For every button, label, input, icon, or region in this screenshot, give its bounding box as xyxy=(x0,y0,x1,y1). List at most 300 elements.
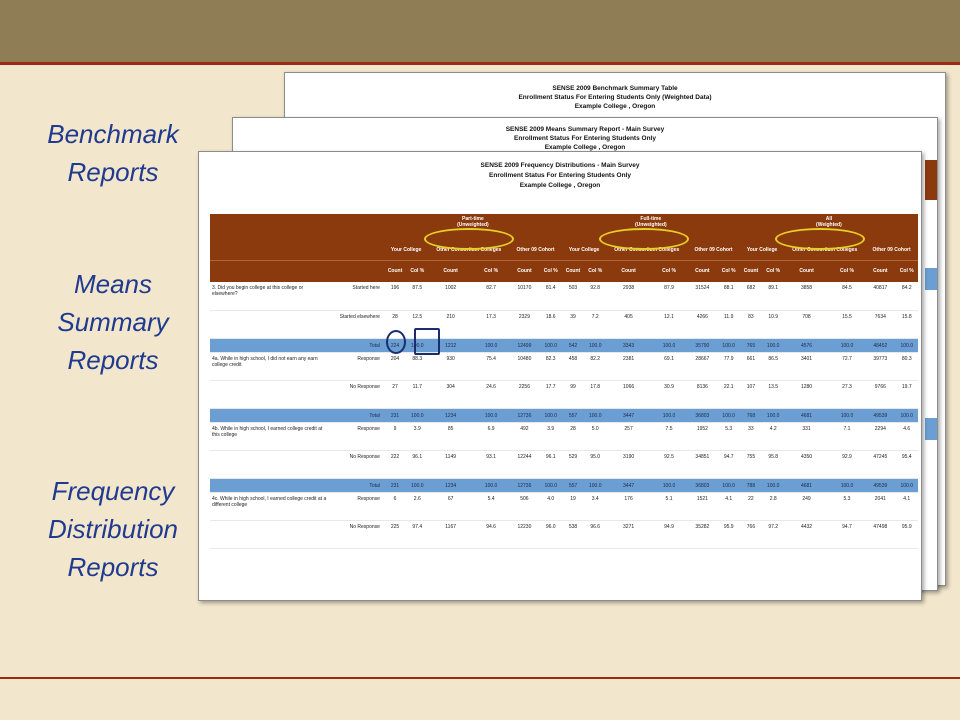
highlight-ring-full-time xyxy=(599,228,689,250)
question-cell: 4b. While in high school, I earned college credit at this college xyxy=(210,422,331,450)
count-cell: 36803 xyxy=(687,478,717,492)
count-cell: 755 xyxy=(740,450,762,478)
count-column-header: Count xyxy=(562,260,584,282)
count-cell: 503 xyxy=(562,282,584,310)
count-cell: 506 xyxy=(509,492,539,520)
sheet-subtitle: Enrollment Status For Entering Students Only xyxy=(489,172,631,179)
count-cell: 4681 xyxy=(784,408,828,422)
count-cell: 36803 xyxy=(687,408,717,422)
percent-cell: 82.3 xyxy=(540,352,562,380)
count-column-header: Count xyxy=(784,260,828,282)
count-cell: 538 xyxy=(562,520,584,548)
question-cell: 3. Did you begin college at this college or elsewhere? xyxy=(210,282,331,310)
count-cell: 12244 xyxy=(509,450,539,478)
group-name: Part-time xyxy=(462,216,484,222)
count-cell: 766 xyxy=(740,520,762,548)
percent-cell: 84.5 xyxy=(829,282,865,310)
count-cell: 249 xyxy=(784,492,828,520)
percent-cell: 11.7 xyxy=(406,380,428,408)
count-cell: 458 xyxy=(562,352,584,380)
count-cell: 8136 xyxy=(687,380,717,408)
percent-cell: 96.1 xyxy=(540,450,562,478)
count-cell: 107 xyxy=(740,380,762,408)
total-row xyxy=(210,408,918,422)
percent-cell: 93.1 xyxy=(473,450,509,478)
count-cell: 22 xyxy=(740,492,762,520)
percent-cell: 94.6 xyxy=(473,520,509,548)
percent-cell: 88.1 xyxy=(718,282,740,310)
count-cell: 47245 xyxy=(865,450,895,478)
count-cell: 2938 xyxy=(606,282,650,310)
subgroup-header: Other Consortium Colleges xyxy=(784,240,865,260)
label-line: Means xyxy=(73,269,153,299)
percent-cell: 100.0 xyxy=(718,338,740,352)
percent-column-header: Col % xyxy=(540,260,562,282)
count-cell: 3447 xyxy=(606,478,650,492)
count-column-header: Count xyxy=(509,260,539,282)
count-cell: 3343 xyxy=(606,338,650,352)
percent-cell: 5.1 xyxy=(651,492,687,520)
percent-cell: 96.6 xyxy=(584,520,606,548)
column-header-row xyxy=(210,260,918,282)
count-column-header: Count xyxy=(606,260,650,282)
row-label-cell: Started here xyxy=(331,282,384,310)
percent-cell: 96.1 xyxy=(406,450,428,478)
table-body xyxy=(210,282,918,548)
percent-cell: 100.0 xyxy=(762,478,784,492)
percent-cell: 100.0 xyxy=(651,338,687,352)
row-label-cell: Total xyxy=(331,338,384,352)
table-row xyxy=(210,282,918,310)
percent-column-header: Col % xyxy=(829,260,865,282)
count-cell: 331 xyxy=(784,422,828,450)
percent-cell: 82.2 xyxy=(584,352,606,380)
group-name: All xyxy=(825,216,833,222)
percent-cell: 5.3 xyxy=(718,422,740,450)
percent-cell: 5.0 xyxy=(584,422,606,450)
percent-cell: 100.0 xyxy=(896,478,919,492)
sheet-title: SENSE 2009 Frequency Distributions - Main Survey xyxy=(480,162,640,169)
count-cell: 34851 xyxy=(687,450,717,478)
percent-cell: 95.9 xyxy=(718,520,740,548)
percent-cell: 3.4 xyxy=(584,492,606,520)
percent-cell: 4.0 xyxy=(540,492,562,520)
percent-column-header: Col % xyxy=(584,260,606,282)
sheet-title: SENSE 2009 Means Summary Report - Main Survey xyxy=(505,126,665,133)
group-note: (Unweighted) xyxy=(457,222,489,228)
row-label-cell: Response xyxy=(331,492,384,520)
subgroup-header: Other Consortium Colleges xyxy=(428,240,509,260)
question-cell xyxy=(210,338,331,352)
count-cell: 9 xyxy=(384,422,406,450)
percent-cell: 69.1 xyxy=(651,352,687,380)
count-cell: 39773 xyxy=(865,352,895,380)
table-row xyxy=(210,380,918,408)
percent-cell: 92.8 xyxy=(584,282,606,310)
count-cell: 4432 xyxy=(784,520,828,548)
percent-cell: 100.0 xyxy=(829,338,865,352)
percent-column-header: Col % xyxy=(718,260,740,282)
count-cell: 3858 xyxy=(784,282,828,310)
highlight-ring-all xyxy=(775,228,865,250)
count-cell: 224 xyxy=(384,338,406,352)
count-cell: 176 xyxy=(606,492,650,520)
percent-cell: 100.0 xyxy=(829,478,865,492)
question-cell xyxy=(210,310,331,338)
sheet-header-strip xyxy=(925,160,937,200)
percent-cell: 2.6 xyxy=(406,492,428,520)
percent-cell: 100.0 xyxy=(406,478,428,492)
count-cell: 4266 xyxy=(687,310,717,338)
percent-cell: 95.8 xyxy=(762,450,784,478)
label-line: Benchmark xyxy=(47,119,179,149)
count-cell: 33 xyxy=(740,422,762,450)
count-cell: 10170 xyxy=(509,282,539,310)
percent-cell: 100.0 xyxy=(584,408,606,422)
count-cell: 529 xyxy=(562,450,584,478)
count-cell: 40817 xyxy=(865,282,895,310)
percent-cell: 97.4 xyxy=(406,520,428,548)
count-cell: 204 xyxy=(384,352,406,380)
percent-cell: 12.5 xyxy=(406,310,428,338)
percent-cell: 22.1 xyxy=(718,380,740,408)
count-cell: 1002 xyxy=(428,282,472,310)
percent-cell: 15.8 xyxy=(896,310,919,338)
percent-cell: 4.1 xyxy=(896,492,919,520)
percent-cell: 4.1 xyxy=(718,492,740,520)
percent-square-marker xyxy=(414,328,440,355)
frequency-distribution-reports-label xyxy=(28,472,198,586)
percent-cell: 72.7 xyxy=(829,352,865,380)
row-label-cell: Total xyxy=(331,478,384,492)
count-cell: 7634 xyxy=(865,310,895,338)
means-summary-reports-label xyxy=(28,265,198,379)
count-column-header: Count xyxy=(687,260,717,282)
count-cell: 6 xyxy=(384,492,406,520)
total-row xyxy=(210,338,918,352)
bottom-rule xyxy=(0,677,960,679)
count-cell: 2041 xyxy=(865,492,895,520)
count-cell: 49539 xyxy=(865,478,895,492)
percent-cell: 3.9 xyxy=(540,422,562,450)
question-cell xyxy=(210,380,331,408)
percent-cell: 84.2 xyxy=(896,282,919,310)
percent-cell: 95.9 xyxy=(896,520,919,548)
table-row xyxy=(210,492,918,520)
percent-column-header: Col % xyxy=(762,260,784,282)
count-cell: 3271 xyxy=(606,520,650,548)
question-cell xyxy=(210,520,331,548)
count-cell: 85 xyxy=(428,422,472,450)
count-cell: 12736 xyxy=(509,478,539,492)
label-line: Frequency xyxy=(51,476,175,506)
row-label-cell: Total xyxy=(331,408,384,422)
percent-cell: 100.0 xyxy=(584,338,606,352)
count-column-header: Count xyxy=(384,260,406,282)
table-row xyxy=(210,450,918,478)
percent-cell: 100.0 xyxy=(718,408,740,422)
percent-cell: 100.0 xyxy=(406,338,428,352)
percent-cell: 100.0 xyxy=(540,338,562,352)
benchmark-reports-label xyxy=(28,115,198,191)
count-cell: 67 xyxy=(428,492,472,520)
count-cell: 1149 xyxy=(428,450,472,478)
count-cell: 765 xyxy=(740,338,762,352)
percent-cell: 89.1 xyxy=(762,282,784,310)
question-cell: 4c. While in high school, I earned college credit at a different college xyxy=(210,492,331,520)
count-cell: 35282 xyxy=(687,520,717,548)
percent-cell: 4.6 xyxy=(896,422,919,450)
label-line: Reports xyxy=(67,157,159,187)
percent-cell: 4.2 xyxy=(762,422,784,450)
count-cell: 10480 xyxy=(509,352,539,380)
table-row xyxy=(210,310,918,338)
question-cell: 4a. While in high school, I did not earn any earn college credit xyxy=(210,352,331,380)
count-cell: 19 xyxy=(562,492,584,520)
percent-cell: 100.0 xyxy=(406,408,428,422)
title-bar xyxy=(0,0,960,62)
percent-cell: 5.4 xyxy=(473,492,509,520)
percent-cell: 92.9 xyxy=(829,450,865,478)
count-cell: 4350 xyxy=(784,450,828,478)
row-label-cell: No Response xyxy=(331,520,384,548)
percent-cell: 87.9 xyxy=(651,282,687,310)
percent-cell: 92.5 xyxy=(651,450,687,478)
percent-cell: 82.7 xyxy=(473,282,509,310)
percent-cell: 95.0 xyxy=(584,450,606,478)
count-cell: 930 xyxy=(428,352,472,380)
total-row xyxy=(210,478,918,492)
percent-column-header: Col % xyxy=(473,260,509,282)
row-label-cell: Started elsewhere xyxy=(331,310,384,338)
count-cell: 28 xyxy=(384,310,406,338)
question-cell xyxy=(210,478,331,492)
percent-cell: 11.9 xyxy=(718,310,740,338)
count-cell: 405 xyxy=(606,310,650,338)
group-note: (Weighted) xyxy=(816,222,842,228)
count-cell: 222 xyxy=(384,450,406,478)
percent-cell: 15.5 xyxy=(829,310,865,338)
count-cell: 2329 xyxy=(509,310,539,338)
row-label-cell: Response xyxy=(331,352,384,380)
sheet-subtitle: Enrollment Status For Entering Students Only (Weighted Data) xyxy=(518,94,712,101)
percent-cell: 13.5 xyxy=(762,380,784,408)
subgroup-header: Other 09 Cohort xyxy=(509,240,562,260)
count-cell: 1066 xyxy=(606,380,650,408)
count-cell: 3447 xyxy=(606,408,650,422)
count-cell: 557 xyxy=(562,478,584,492)
count-cell: 231 xyxy=(384,478,406,492)
count-cell: 47498 xyxy=(865,520,895,548)
count-cell: 49539 xyxy=(865,408,895,422)
count-cell: 9766 xyxy=(865,380,895,408)
count-cell: 788 xyxy=(740,478,762,492)
count-cell: 3190 xyxy=(606,450,650,478)
count-circle-marker xyxy=(386,330,406,354)
percent-cell: 87.5 xyxy=(406,282,428,310)
percent-cell: 100.0 xyxy=(473,478,509,492)
subgroup-header: Your College xyxy=(384,240,428,260)
percent-cell: 100.0 xyxy=(718,478,740,492)
count-cell: 542 xyxy=(562,338,584,352)
count-cell: 31524 xyxy=(687,282,717,310)
percent-column-header: Col % xyxy=(406,260,428,282)
row-label-cell: Response xyxy=(331,422,384,450)
count-cell: 4576 xyxy=(784,338,828,352)
percent-cell: 17.3 xyxy=(473,310,509,338)
percent-cell: 100.0 xyxy=(762,408,784,422)
sheet-college: Example College , Oregon xyxy=(544,144,626,151)
group-name: Full-time xyxy=(640,216,662,222)
count-cell: 1280 xyxy=(784,380,828,408)
percent-cell: 86.5 xyxy=(762,352,784,380)
count-cell: 257 xyxy=(606,422,650,450)
count-cell: 708 xyxy=(784,310,828,338)
sheet-subtitle: Enrollment Status For Entering Students Only xyxy=(514,135,656,142)
subgroup-header: Your College xyxy=(740,240,784,260)
label-line: Distribution xyxy=(47,514,179,544)
count-cell: 3401 xyxy=(784,352,828,380)
row-label-cell: No Response xyxy=(331,450,384,478)
count-cell: 35790 xyxy=(687,338,717,352)
count-cell: 1234 xyxy=(428,408,472,422)
count-cell: 27 xyxy=(384,380,406,408)
top-rule xyxy=(0,62,960,65)
percent-cell: 7.2 xyxy=(584,310,606,338)
subgroup-header: Your College xyxy=(562,240,606,260)
percent-cell: 100.0 xyxy=(584,478,606,492)
percent-cell: 17.7 xyxy=(540,380,562,408)
percent-cell: 94.7 xyxy=(829,520,865,548)
label-line: Reports xyxy=(67,552,159,582)
percent-cell: 18.6 xyxy=(540,310,562,338)
percent-cell: 2.8 xyxy=(762,492,784,520)
percent-cell: 100.0 xyxy=(896,408,919,422)
percent-cell: 100.0 xyxy=(762,338,784,352)
count-cell: 2256 xyxy=(509,380,539,408)
count-cell: 1212 xyxy=(428,338,472,352)
percent-cell: 97.2 xyxy=(762,520,784,548)
sheet-total-strip xyxy=(925,418,937,440)
percent-cell: 94.7 xyxy=(718,450,740,478)
sheet-title: SENSE 2009 Benchmark Summary Table xyxy=(552,85,678,92)
percent-cell: 100.0 xyxy=(473,338,509,352)
percent-cell: 81.4 xyxy=(540,282,562,310)
highlight-ring-part-time xyxy=(424,228,514,250)
sheet-college: Example College , Oregon xyxy=(519,182,601,189)
count-cell: 48452 xyxy=(865,338,895,352)
percent-column-header: Col % xyxy=(896,260,919,282)
percent-cell: 100.0 xyxy=(651,478,687,492)
percent-column-header: Col % xyxy=(651,260,687,282)
percent-cell: 6.9 xyxy=(473,422,509,450)
percent-cell: 95.4 xyxy=(896,450,919,478)
percent-cell: 30.9 xyxy=(651,380,687,408)
count-cell: 557 xyxy=(562,408,584,422)
count-cell: 28 xyxy=(562,422,584,450)
percent-cell: 96.0 xyxy=(540,520,562,548)
percent-cell: 100.0 xyxy=(896,338,919,352)
count-cell: 225 xyxy=(384,520,406,548)
subgroup-header: Other 09 Cohort xyxy=(865,240,918,260)
count-cell: 12736 xyxy=(509,408,539,422)
percent-cell: 94.9 xyxy=(651,520,687,548)
count-cell: 1521 xyxy=(687,492,717,520)
table-row xyxy=(210,422,918,450)
question-cell xyxy=(210,450,331,478)
label-line: Reports xyxy=(67,345,159,375)
sheet-total-strip xyxy=(925,268,937,290)
header-spacer xyxy=(210,214,384,240)
count-column-header: Count xyxy=(740,260,762,282)
count-cell: 2294 xyxy=(865,422,895,450)
count-cell: 83 xyxy=(740,310,762,338)
percent-cell: 88.3 xyxy=(406,352,428,380)
subgroup-header: Other Consortium Colleges xyxy=(606,240,687,260)
header-spacer xyxy=(210,260,384,282)
count-cell: 4681 xyxy=(784,478,828,492)
percent-cell: 100.0 xyxy=(651,408,687,422)
count-cell: 304 xyxy=(428,380,472,408)
percent-cell: 27.3 xyxy=(829,380,865,408)
sheet-college: Example College , Oregon xyxy=(574,103,656,110)
count-cell: 1952 xyxy=(687,422,717,450)
count-column-header: Count xyxy=(428,260,472,282)
percent-cell: 24.6 xyxy=(473,380,509,408)
count-cell: 492 xyxy=(509,422,539,450)
count-cell: 28667 xyxy=(687,352,717,380)
count-cell: 12230 xyxy=(509,520,539,548)
count-cell: 39 xyxy=(562,310,584,338)
count-cell: 210 xyxy=(428,310,472,338)
subgroup-header: Other 09 Cohort xyxy=(687,240,740,260)
percent-cell: 7.5 xyxy=(651,422,687,450)
percent-cell: 75.4 xyxy=(473,352,509,380)
frequency-table xyxy=(210,214,918,549)
count-column-header: Count xyxy=(865,260,895,282)
group-note: (Unweighted) xyxy=(635,222,667,228)
percent-cell: 100.0 xyxy=(473,408,509,422)
frequency-distribution-sheet xyxy=(198,151,922,601)
count-cell: 231 xyxy=(384,408,406,422)
percent-cell: 10.9 xyxy=(762,310,784,338)
count-cell: 682 xyxy=(740,282,762,310)
count-cell: 99 xyxy=(562,380,584,408)
percent-cell: 100.0 xyxy=(540,408,562,422)
percent-cell: 19.7 xyxy=(896,380,919,408)
percent-cell: 77.9 xyxy=(718,352,740,380)
percent-cell: 12.1 xyxy=(651,310,687,338)
count-cell: 1234 xyxy=(428,478,472,492)
count-cell: 1167 xyxy=(428,520,472,548)
count-cell: 661 xyxy=(740,352,762,380)
percent-cell: 100.0 xyxy=(829,408,865,422)
frequency-table-container xyxy=(210,214,918,600)
percent-cell: 100.0 xyxy=(540,478,562,492)
percent-cell: 3.9 xyxy=(406,422,428,450)
count-cell: 196 xyxy=(384,282,406,310)
percent-cell: 17.8 xyxy=(584,380,606,408)
table-row xyxy=(210,520,918,548)
table-row xyxy=(210,352,918,380)
percent-cell: 80.3 xyxy=(896,352,919,380)
count-cell: 12499 xyxy=(509,338,539,352)
count-cell: 2381 xyxy=(606,352,650,380)
header-spacer xyxy=(210,240,384,260)
label-line: Summary xyxy=(57,307,169,337)
row-label-cell: No Response xyxy=(331,380,384,408)
question-cell xyxy=(210,408,331,422)
